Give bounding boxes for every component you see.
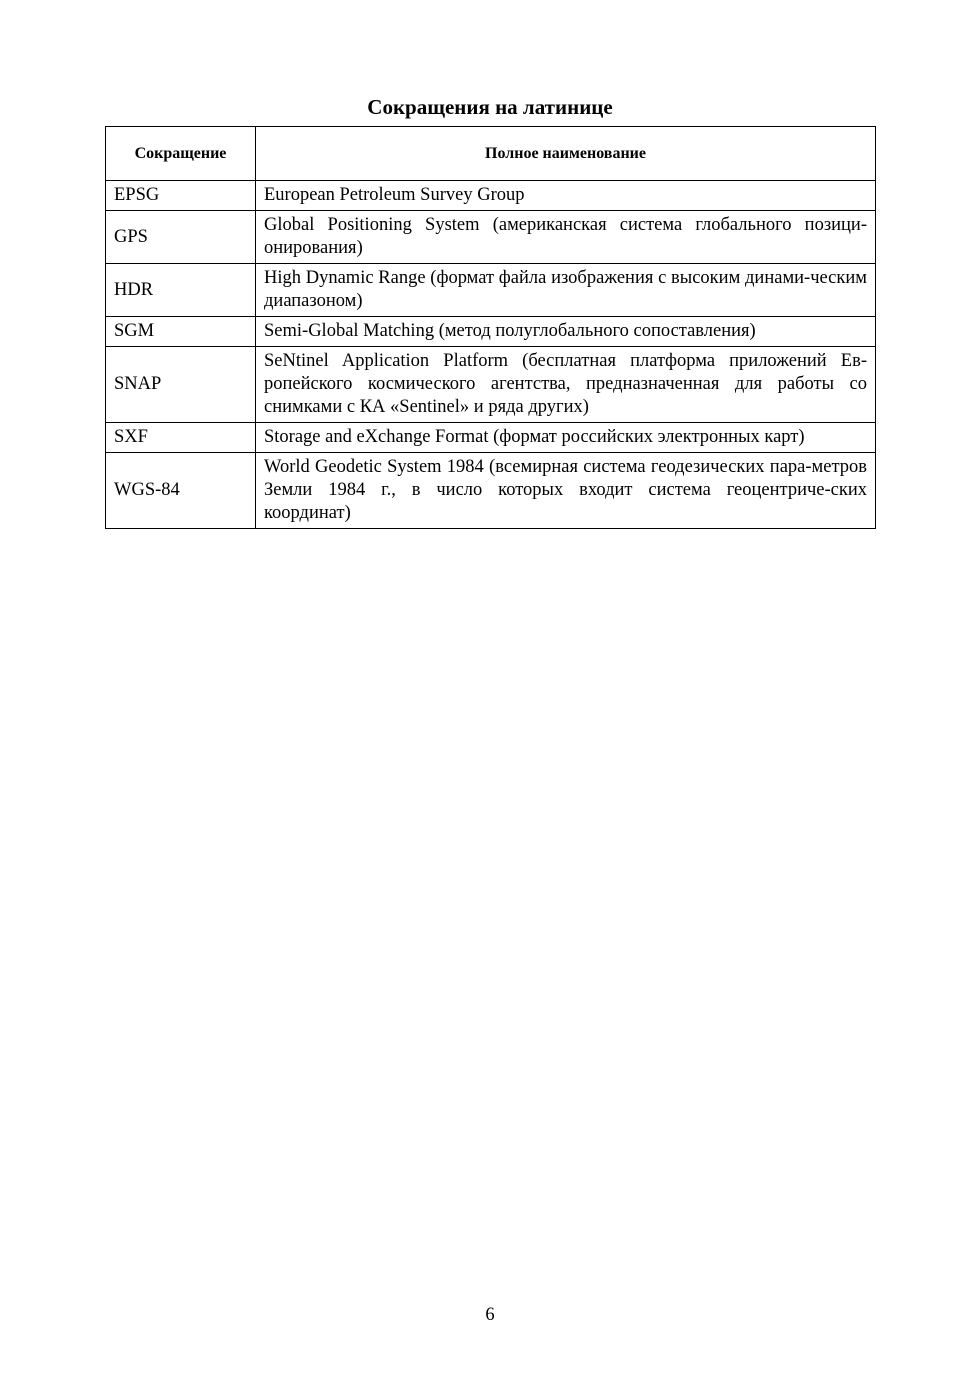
table-row [106,423,876,453]
table-row [106,347,876,423]
header-full-name: Полное наименование [256,127,876,181]
full-name-cell: Semi-Global Matching (метод полуглобального сопоставления) [256,317,876,347]
abbr-cell: HDR [106,264,256,317]
abbreviations-table [105,126,876,529]
table-header-row [106,127,876,181]
table-row [106,317,876,347]
abbr-cell: WGS-84 [106,453,256,529]
full-name-cell: Global Positioning System (американская система глобального позици-онирования) [256,211,876,264]
abbr-cell: SGM [106,317,256,347]
page-title: Сокращения на латинице [367,95,613,119]
abbr-cell: SXF [106,423,256,453]
full-name-cell: World Geodetic System 1984 (всемирная система геодезических пара-метров Земли 1984 г., в число которых входит система геоцентриче-ских координат) [256,453,876,529]
table-row [106,211,876,264]
abbr-cell: GPS [106,211,256,264]
page-number: 6 [485,1305,495,1325]
full-name-cell: High Dynamic Range (формат файла изображения с высоким динами-ческим диапазоном) [256,264,876,317]
full-name-cell: SeNtinel Application Platform (бесплатная платформа приложений Ев-ропейского космического агентства, предназначенная для работы со снимками с КА «Sentinel» и ряда других) [256,347,876,423]
abbr-cell: SNAP [106,347,256,423]
full-name-cell: European Petroleum Survey Group [256,181,876,211]
table-row [106,264,876,317]
abbr-cell: EPSG [106,181,256,211]
table-row [106,181,876,211]
full-name-cell: Storage and eXchange Format (формат российских электронных карт) [256,423,876,453]
header-abbreviation: Сокращение [106,127,256,181]
table-row [106,453,876,529]
